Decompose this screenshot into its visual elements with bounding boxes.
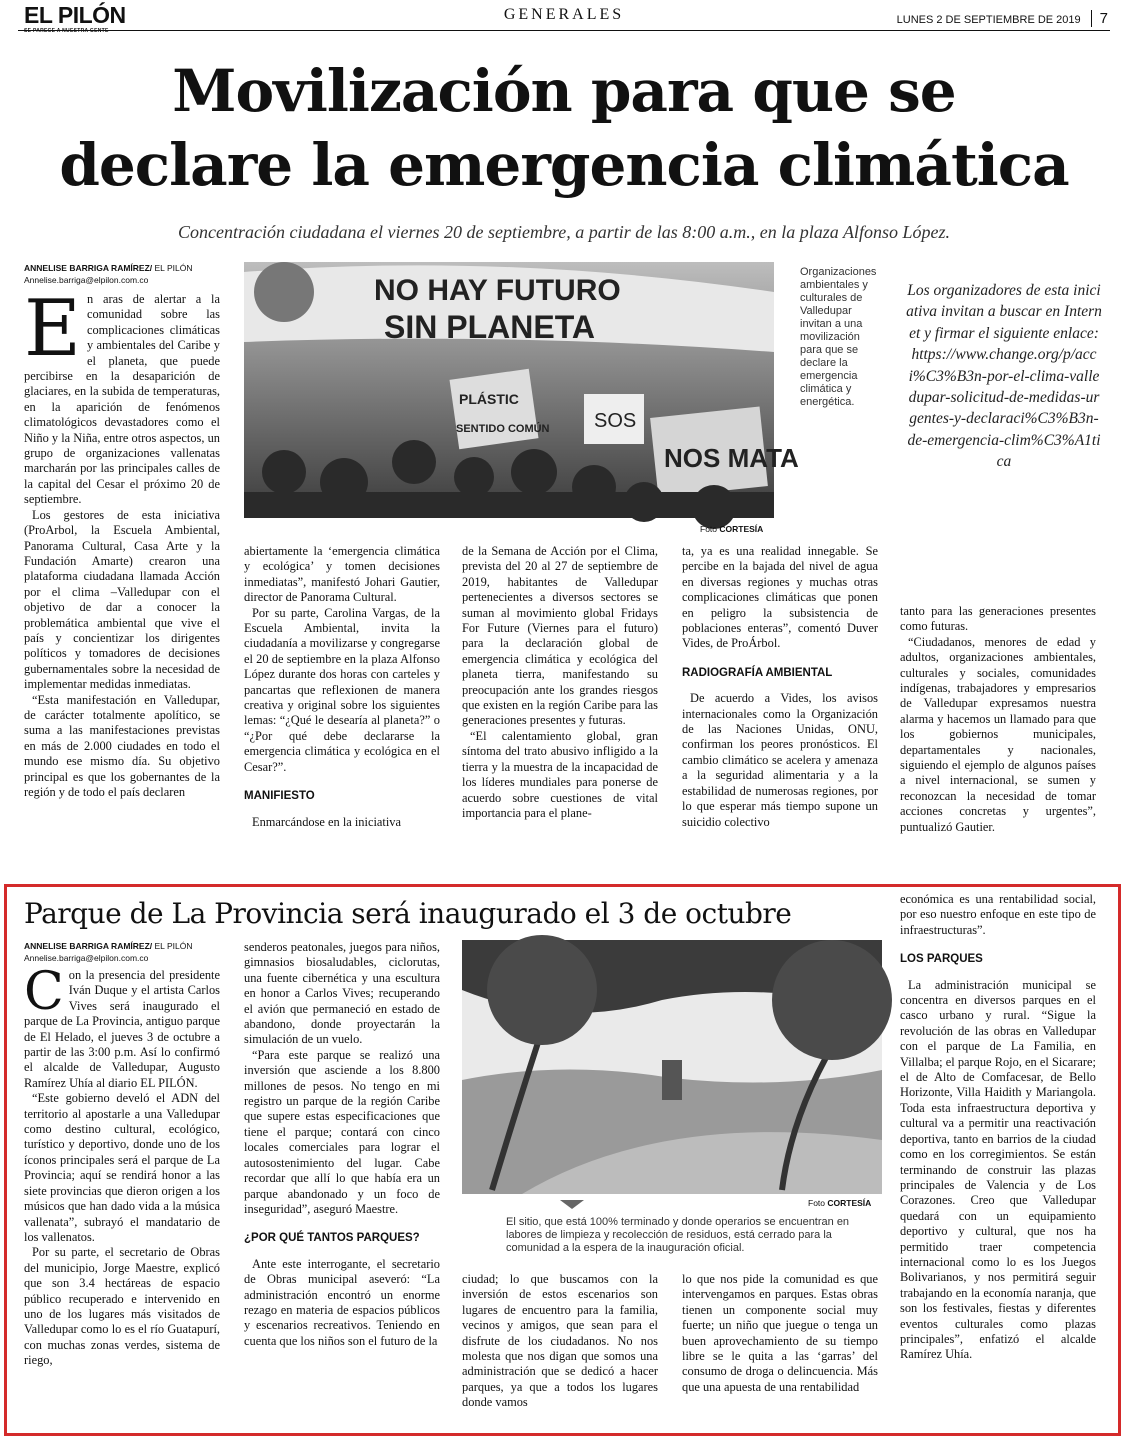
story1-column-2 <box>244 544 440 830</box>
section-subheading: LOS PARQUES <box>900 953 983 966</box>
story2-column-4 <box>682 1272 878 1395</box>
story2-column-2 <box>244 940 440 1349</box>
issue-date: LUNES 2 DE SEPTIEMBRE DE 2019 <box>896 14 1081 26</box>
section-subheading: MANIFIESTO <box>244 790 315 803</box>
drop-cap: C <box>24 962 64 1022</box>
paragraph: Enmarcándose en la iniciativa <box>252 814 401 829</box>
paragraph: on la presencia del presidente Iván Duque y el artista Carlos Vives será inaugurado el parque de La Provincia, antiguo parque de El Helado, el jueves 3 de octubre a partir de las 3:00 p.m. Así lo confirmó el alcalde de Valledupar, Augusto Ramírez Uhía al diario EL PILÓN. <box>24 968 220 1090</box>
author-name: ANNELISE BARRIGA RAMÍREZ/ <box>24 941 153 951</box>
story2-headline: Parque de La Provincia será inaugurado el 3 de octubre <box>24 897 792 930</box>
story1-column-1 <box>24 284 220 800</box>
story2-column-1 <box>24 962 220 1369</box>
paragraph: Los gestores de esta iniciativa (ProArbol, la Escuela Ambiental, Panorama Cultural, Casa Arte y la Fundación Amarte) crearon una plataforma ciudadana llamada Acción por el clima –Valledupar con el objetivo de dar a conocer la problemática ambiental que vive el país y concientizar los dirigentes políticos y tomadores de decisiones gubernamentales sobre la necesidad de implementar medidas inmediatas. <box>24 507 220 692</box>
sign-text: SOS <box>594 410 637 432</box>
paragraph: ciudad; lo que buscamos con la inversión de estos escenarios son lugares de encuentro para la familia, vecinos y amigos, que sean para el disfrute de los ciudadanos. No nos molesta que nos digan que somos una administración que se dedicó a hacer parques, ya que a todos los lugares donde vamos <box>462 1272 658 1410</box>
paragraph: “Ciudadanos, menores de edad y adultos, organizaciones ambientales, culturales y sociales, comunidades indígenas, trabajadores y empresarios de Valledupar expresamos nuestra alarma y hacemos un llamado para que los gobiernos municipales, departamentales y nacionales, siguiendo el ejemplo de algunos países a nivel internacional, se sumen y reconozcan la necesidad de tomar acciones concretas y urgentes”, puntualizó Gautier. <box>900 634 1096 834</box>
credit-label: Foto <box>700 524 720 534</box>
author-outlet: EL PILÓN <box>152 263 193 273</box>
header-rule <box>18 30 1110 31</box>
author-outlet: EL PILÓN <box>152 941 193 951</box>
subheadline: Concentración ciudadana el viernes 20 de septiembre, a partir de las 8:00 a.m., en la plaza Alfonso López. <box>178 222 950 242</box>
caption-pointer-icon <box>560 1200 584 1209</box>
protest-photo <box>244 262 799 518</box>
paragraph: económica es una rentabilidad social, por eso nuestro enfoque en este tipo de infraestructuras”. <box>900 892 1096 937</box>
paragraph: Por su parte, Carolina Vargas, de la Escuela Ambiental, invita la ciudadanía a movilizarse y congregarse el 20 de septiembre en la plaza Alfonso López durante dos horas con carteles y pancartas que reflexionen de manera creativa y original sobre los siguientes lemas: “¿Qué le desearía al planeta?” o “¿Por qué debe declararse la emergencia climática y ecológica en el Cesar?”. <box>244 605 440 774</box>
paragraph: De acuerdo a Vides, los avisos internacionales como la Organización de las Naciones Unidas, ONU, confirman los peores pronósticos. El cambio climático se acelera y amenaza a la seguridad alimentaria y a la estabilidad de numerosas regiones, por lo que esperar más tiempo supone un suicidio colectivo <box>682 691 878 829</box>
paragraph: “Esta manifestación en Valledupar, de carácter totalmente apolítico, se suma a las manifestaciones previstas en más de 2.000 ciudades en todo el mundo ese mismo día. Su objetivo principal es que los gobernantes de la región y de todo el país declaren <box>24 692 220 799</box>
sign-text: NO HAY FUTURO <box>374 274 621 307</box>
drop-cap: E <box>24 284 81 374</box>
paragraph: senderos peatonales, juegos para niños, gimnasios biosaludables, ciclorutas, una fuente cibernética y una escultura en honor a Carlos Vives; recuperando el avión que permaneció en estado de abandono, donde proyectarán la simulación de un vuelo. <box>244 940 440 1047</box>
headline-line-1: Movilización para que se <box>172 57 956 125</box>
protest-photo-art <box>244 262 799 518</box>
pull-quote: Los organizadores de esta iniciativa invitan a buscar en Internet y firmar el siguiente enlace: https://www.change.org/p/acci%C3%B3n-por-el-clima-valledupar-solicitud-de-medidas-urgentes-y-declaraci%C3%B3n-de-emergencia-clim%C3%A1tica <box>906 282 1102 471</box>
paragraph: Por su parte, el secretario de Obras del municipio, Jorge Maestre, explicó que son 3.4 hectáreas de espacio público recuperado e intervenido en uno de los lugares más visitados de Valledupar como lo es el río Guatapurí, con muchas zonas verdes, sistema de riego, <box>24 1245 220 1368</box>
story1-column-5 <box>900 604 1096 835</box>
story2-column-5 <box>900 892 1096 1363</box>
paragraph: La administración municipal se concentra en diversos parques en el casco urbano y rural. “Sigue la revolución de las obras en Valledupar con el parque de La Familia, en Villalba; el parque Rojo, en el Sicarare; el de Alto de Comfacesar, de Bello Horizonte, Villa Haidith y Mariangola. Toda esta infraestructura deportiva y cultural va a permitir una reactivación deportiva, tanto en barrios de la ciudad como en los corregimientos. Se están terminando de construir las plazas principales de Valencia y de Los Corazones. Creo que Valledupar quedará con un equipamiento deportivo y cultural, que nos ha permitido traer competencia internacional como lo es los Juegos Bolivarianos, y nos permitirá seguir trabajando en la economía naranja, que son los festivales, fiestas y diferentes eventos culturales como plazas principales”, enfatizó el alcalde Ramírez Uhía. <box>900 977 1096 1362</box>
paragraph: “El calentamiento global, gran síntoma del trato abusivo infligido a la tierra y la muestra de la incapacidad de los líderes mundiales para ponerse de acuerdo sobre cuestiones de vital importancia para el plane- <box>462 728 658 820</box>
park-photo-art <box>462 940 882 1194</box>
credit-label: Foto <box>808 1198 828 1208</box>
paragraph: abiertamente la ‘emergencia climática y ecológica’ y tomen decisiones inmediatas”, manifestó Johari Gautier, director de Panorama Cultural. <box>244 544 440 605</box>
story1-column-4 <box>682 544 878 830</box>
photo-caption: El sitio, que está 100% terminado y donde operarios se encuentran en labores de limpieza y recolección de residuos, está cerrado para la comunidad a la espera de la inauguración oficial. <box>506 1216 850 1254</box>
page-number: 7 <box>1091 10 1108 27</box>
story2-byline <box>24 940 234 964</box>
author-name: ANNELISE BARRIGA RAMÍREZ/ <box>24 263 153 273</box>
paragraph: “Este gobierno develó el ADN del territorio al apostarle a una Valledupar como destino cultural, ecológico, turístico y deportivo, donde uno de los íconos principales será el parque de La Provincia; aquí se rendirá honor a las siete provincias que dieron origen a los músicos que han dado vida a la música vallenata”, subrayó el mandatario de los vallenatos. <box>24 1091 220 1244</box>
paragraph: “Para este parque se realizó una inversión que asciende a los 8.800 millones de pesos. No tengo en mi registro un parque de la región Caribe que supere estas especificaciones que tiene el parque; contará con cinco locales comerciales para lograr el autosostenimiento del lugar. Cabe recordar que allí lo que había era un parque abandonado y un foco de inseguridad”, aseguró Maestre. <box>244 1047 440 1216</box>
logo-tagline: SE PARECE A NUESTRA GENTE <box>24 28 109 34</box>
photo-caption: Organizaciones ambientales y culturales de Valledupar invitan a una movilización para que se declare la emergencia climática y energética. <box>800 266 877 408</box>
author-email[interactable]: Annelise.barriga@elpilon.com.co <box>24 953 149 963</box>
byline <box>24 262 234 286</box>
credit-name: CORTESÍA <box>827 1198 872 1208</box>
author-email[interactable]: Annelise.barriga@elpilon.com.co <box>24 275 149 285</box>
paragraph: lo que nos pide la comunidad es que intervengamos en parques. Estas obras tienen un componente social muy fuerte; un niño que juegue o tenga un buen aprovechamiento de su tiempo libre se le quita a las ‘garras’ del consumo de droga o delincuencia. Más que una apuesta de una rentabilidad <box>682 1272 878 1394</box>
headline-line-2: declare la emergencia climática <box>59 131 1069 199</box>
paragraph: Ante este interrogante, el secretario de Obras municipal aseveró: “La administración encontró un enorme rezago en materia de espacios públicos y escenarios recreativos. Teniendo en cuenta que los niños son el futuro de la <box>244 1256 440 1348</box>
main-headline <box>0 54 1128 202</box>
paragraph: de la Semana de Acción por el Clima, prevista del 20 al 27 de septiembre de 2019, habitantes de Valledupar pertenecientes a diversos sectores se suman al movimiento global Fridays For Future (Viernes para el futuro) para la declaración global de emergencia climática y ecológica del planeta tierra, manifestando su preocupación ante los grandes riesgos que existen en la región Caribe para las generaciones presentes y futuras. <box>462 544 658 728</box>
credit-name: CORTESÍA <box>719 524 764 534</box>
dateline <box>897 10 1108 27</box>
section-subheading: ¿POR QUÉ TANTOS PARQUES? <box>244 1232 420 1245</box>
section-name: GENERALES <box>503 6 625 23</box>
sign-text: PLÁSTIC <box>459 391 519 407</box>
paragraph: ta, ya es una realidad innegable. Se percibe en la bajada del nivel de agua en diversas regiones y muchas otras complicaciones climáticas que ponen en peligro la subsistencia de poblaciones enteras”, comentó Duver Vides, de ProÁrbol. <box>682 544 878 651</box>
photo-credit <box>808 1198 871 1208</box>
sign-text: SENTIDO COMÚN <box>456 423 550 435</box>
sign-text: SIN PLANETA <box>384 309 595 345</box>
section-subheading: RADIOGRAFÍA AMBIENTAL <box>682 666 833 679</box>
park-photo <box>462 940 882 1194</box>
story1-column-3 <box>462 544 658 821</box>
paragraph: n aras de alertar a la comunidad sobre las complicaciones climáticas y ambientales del Caribe y el planeta, que puede percibirse en la desaparición de glaciares, en la subida de temperaturas, en la aparición de fenómenos climatológicos devastadores como el Niño y la Niña, entre otros aspectos, un grupo de organizaciones vallenatas marcharán por las principales calles de la capital del Cesar el próximo 20 de septiembre. <box>24 292 220 507</box>
logo-text: EL PILÓN <box>24 2 126 28</box>
story2-column-3 <box>462 1272 658 1411</box>
sign-text: NOS MATA <box>664 443 799 473</box>
photo-credit <box>700 524 763 534</box>
paragraph: tanto para las generaciones presentes como futuras. <box>900 604 1096 634</box>
